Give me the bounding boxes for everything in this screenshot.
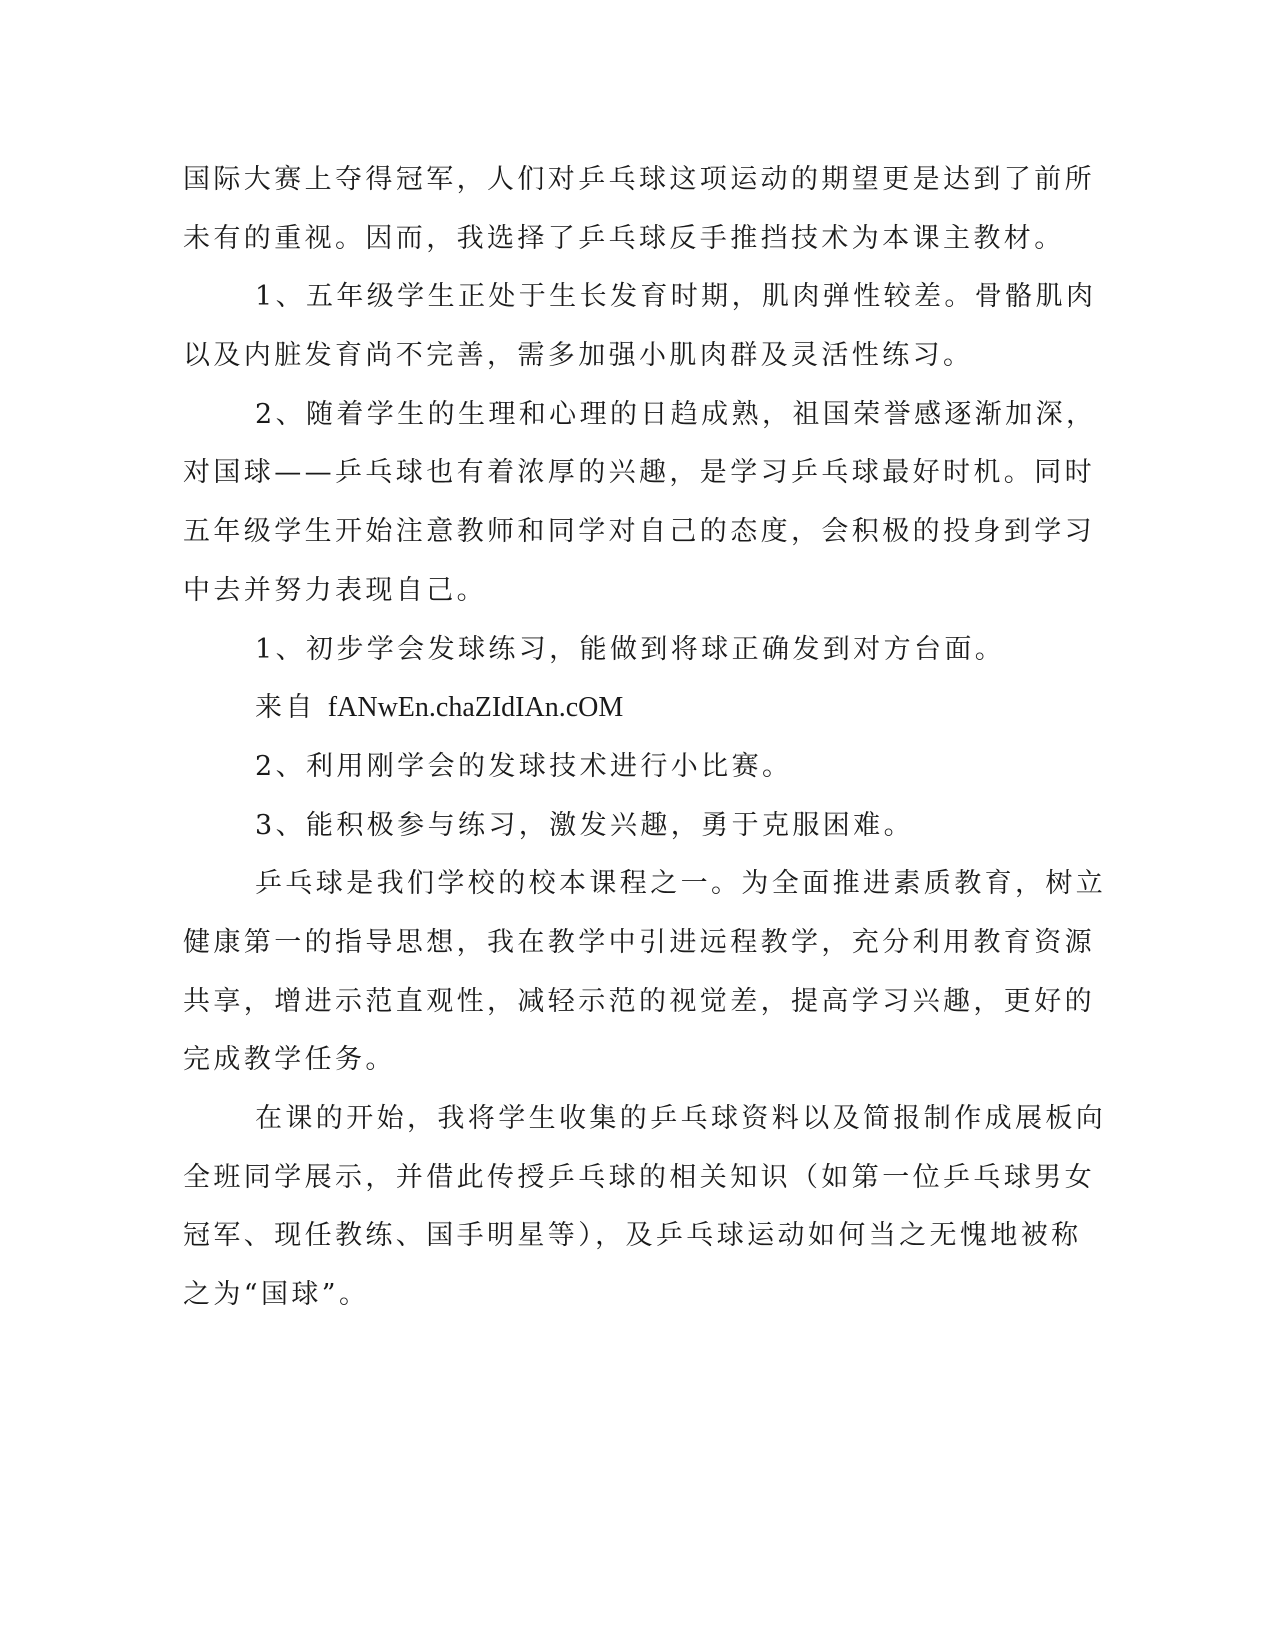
text-line: 以及内脏发育尚不完善，需多加强小肌肉群及灵活性练习。	[183, 340, 974, 372]
text-line: 冠军、现任教练、国手明星等），及乒乓球运动如何当之无愧地被称	[183, 1220, 1082, 1252]
text-line: 健康第一的指导思想，我在教学中引进远程教学，充分利用教育资源	[183, 926, 1095, 958]
text-line: 未有的重视。因而，我选择了乒乓球反手推挡技术为本课主教材。	[183, 222, 1065, 254]
document-body	[183, 151, 1107, 1325]
text-line: 中去并努力表现自己。	[183, 574, 487, 606]
text-line: 全班同学展示，并借此传授乒乓球的相关知识（如第一位乒乓球男女	[183, 1161, 1095, 1193]
text-line: 2、利用刚学会的发球技术进行小比赛。	[255, 750, 793, 782]
source-url: fANwEn.chaZIdIAn.cOM	[327, 692, 624, 724]
text-line: 在课的开始，我将学生收集的乒乓球资料以及简报制作成展板向	[255, 1103, 1107, 1134]
text-line: 完成教学任务。	[183, 1044, 396, 1076]
text-line: 2、随着学生的生理和心理的日趋成熟，祖国荣誉感逐渐加深，	[255, 398, 1097, 430]
text-line: 国际大赛上夺得冠军，人们对乒乓球这项运动的期望更是达到了前所	[183, 164, 1095, 195]
text-line: 1、初步学会发球练习，能做到将球正确发到对方台面。	[255, 633, 1006, 665]
text-line: 1、五年级学生正处于生长发育时期，肌肉弹性较差。骨骼肌肉	[255, 281, 1097, 313]
source-line	[183, 679, 1063, 738]
text-line: 之为“国球”。	[183, 1279, 370, 1311]
text-line: 3、能积极参与练习，激发兴趣，勇于克服困难。	[255, 809, 914, 841]
text-line: 五年级学生开始注意教师和同学对自己的态度，会积极的投身到学习	[183, 516, 1095, 548]
text-line: 对国球——乒乓球也有着浓厚的兴趣，是学习乒乓球最好时机。同时	[183, 457, 1095, 489]
text-line: 乒乓球是我们学校的校本课程之一。为全面推进素质教育，树立	[255, 868, 1107, 900]
source-prefix: 来自	[255, 692, 328, 724]
text-line: 共享，增进示范直观性，减轻示范的视觉差，提高学习兴趣，更好的	[183, 985, 1095, 1017]
